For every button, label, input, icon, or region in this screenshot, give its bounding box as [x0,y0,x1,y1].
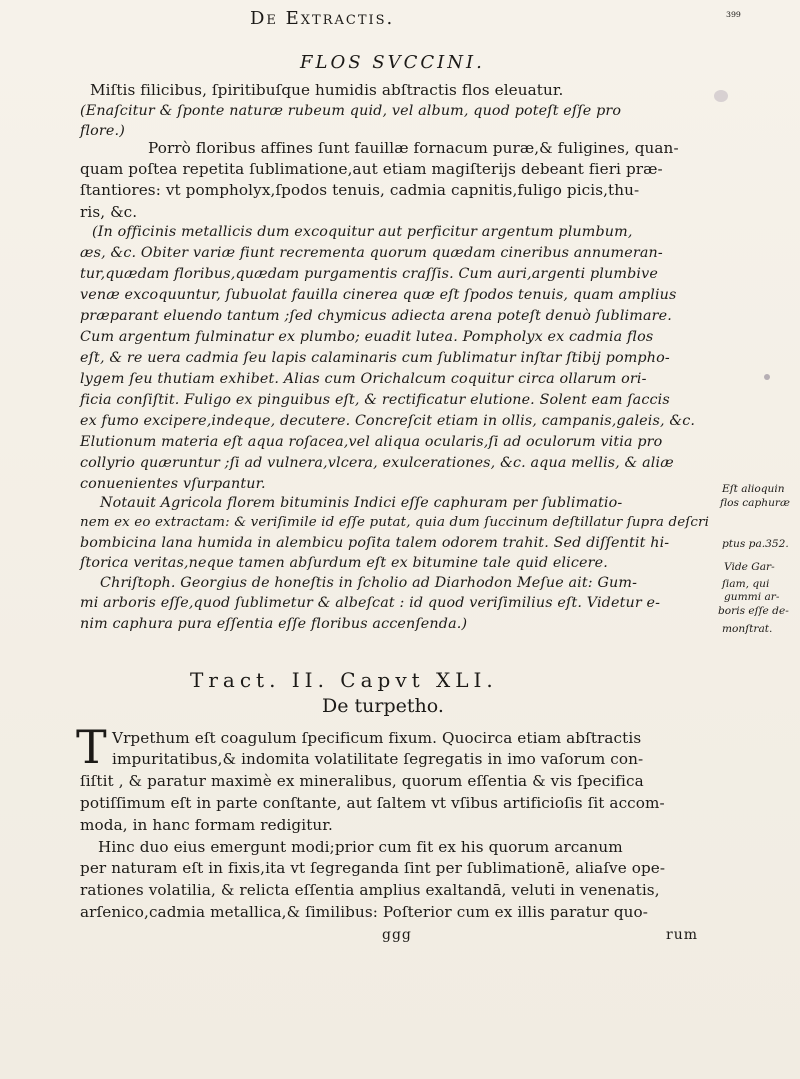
body-line: ſtorica veritas,neque tamen abſurdum eſt ex bitumine tale quid elicere. [80,555,608,571]
tract-line: rationes volatilia, & relicta eſſentia amplius exaltandā, veluti in venenatis, [80,881,660,899]
margin-note: monſtrat. [722,623,773,635]
body-line: quam poſtea repetita ſublimatione,aut etiam magiſterijs debeant fieri præ- [80,160,663,178]
body-line: bombicina lana humida in alembicu poſita talem odorem trahit. Sed diſſentit hi- [80,535,670,551]
tract-line: Vrpethum eſt coagulum ſpecificum fixum. Quocirca etiam abſtractis [112,729,642,747]
body-line: tur,quædam floribus,quædam purgamentis craſſis. Cum auri,argenti plumbive [80,266,658,282]
page-number: 399 [726,10,741,19]
margin-note: Eſt alioquin [722,483,785,495]
body-line: conuenientes vſurpantur. [80,476,266,492]
body-line: venæ excoquuntur, ſubuolat fauilla cinerea quæ eſt ſpodos tenuis, quam amplius [80,287,677,303]
body-line: (In officinis metallicis dum excoquitur aut perficitur argentum plumbum, [92,224,633,240]
body-line: æs, &c. Obiter variæ fiunt recrementa quorum quædam cineribus annumeran- [80,245,663,261]
body-line: ſtantiores: vt pompholyx,ſpodos tenuis, cadmia capnitis,fuligo picis,thu- [80,181,640,199]
tract-subtitle: De turpetho. [322,695,444,717]
margin-note: ſiam, qui [722,578,770,590]
body-line: Porrò floribus affines ſunt fauillæ fornacum puræ,& fuligines, quan- [148,139,679,157]
margin-note: flos caphuræ [720,497,790,509]
body-line: nim caphura pura eſſentia eſſe floribus accenſenda.) [80,616,468,632]
running-title: De Extractis. [250,8,395,29]
body-line: mi arboris eſſe,quod ſublimetur & albeſcat : id quod veriſimilius eſt. Videtur e- [80,595,661,611]
paper-stain [714,90,728,102]
body-line: nem ex eo extractam: & veriſimile id eſſe putat, quia dum ſuccinum deſtillatur ſupra deſcri [80,515,710,530]
body-line: Elutionum materia eſt aqua roſacea,vel aliqua ocularis,ſi ad oculorum vitia pro [80,434,663,450]
paper-stain [764,374,770,380]
body-line: collyrio quæruntur ;ſi ad vulnera,vlcera, exulcerationes, &c. aqua mellis, & aliæ [80,455,674,471]
tract-line: per naturam eſt in fixis,ita vt ſegreganda ſint per ſublimationē, aliaſve ope- [80,859,666,877]
margin-note: gummi ar- [724,591,780,603]
body-line: Cum argentum fulminatur ex plumbo; euadit lutea. Pompholyx ex cadmia flos [80,329,654,345]
tract-line: moda, in hanc formam redigitur. [80,816,333,834]
margin-note: boris eſſe de- [718,605,789,617]
drop-cap: T [76,720,107,774]
signature-mark: ggg [382,927,412,943]
tract-line: potiſſimum eſt in parte conſtante, aut ſaltem vt vſibus artificioſis ſit accom- [80,794,665,812]
margin-note: ptus pa.352. [722,538,789,550]
body-line: ex fumo excipere,indeque, decutere. Concreſcit etiam in ollis, campanis,galeis, &c. [80,413,696,429]
body-line: (Enaſcitur & ſponte naturæ rubeum quid, vel album, quod poteſt eſſe pro [80,103,622,119]
tract-line: arſenico,cadmia metallica,& ſimilibus: Poſterior cum ex illis paratur quo- [80,903,649,921]
section-title: FLOS SVCCINI. [300,52,485,73]
tract-line: ſiſtit , & paratur maximè ex mineralibus, quorum eſſentia & vis ſpecifica [80,772,644,790]
margin-note: Vide Gar- [724,561,775,573]
body-line: Chriſtoph. Georgius de honeſtis in ſcholio ad Diarhodon Meſue ait: Gum- [100,575,638,591]
body-line: ficia conſiſtit. Fuligo ex pinguibus eſt, & rectificatur elutione. Solent eam ſaccis [80,392,670,408]
body-line: ris, &c. [80,203,138,221]
body-line: Miſtis filicibus, ſpiritibuſque humidis abſtractis flos eleuatur. [90,81,564,99]
tract-line: impuritatibus,& indomita volatilitate ſegregatis in imo vaſorum con- [112,750,644,768]
body-line: flore.) [80,123,125,139]
tract-line: Hinc duo eius emergunt modi;prior cum fit ex his quorum arcanum [98,838,623,856]
catchword: rum [666,927,698,943]
body-line: lygem ſeu thutiam exhibet. Alias cum Orichalcum coquitur circa ollarum ori- [80,371,647,387]
body-line: Notauit Agricola florem bituminis Indici eſſe caphuram per ſublimatio- [100,495,623,511]
body-line: eſt, & re uera cadmia ſeu lapis calaminaris cum ſublimatur inſtar ſtibij pompho- [80,350,670,366]
tract-heading: Tract. II. Capvt XLI. [190,668,498,692]
body-line: præparant eluendo tantum ;ſed chymicus adiecta arena poteſt denuò ſublimare. [80,308,672,324]
